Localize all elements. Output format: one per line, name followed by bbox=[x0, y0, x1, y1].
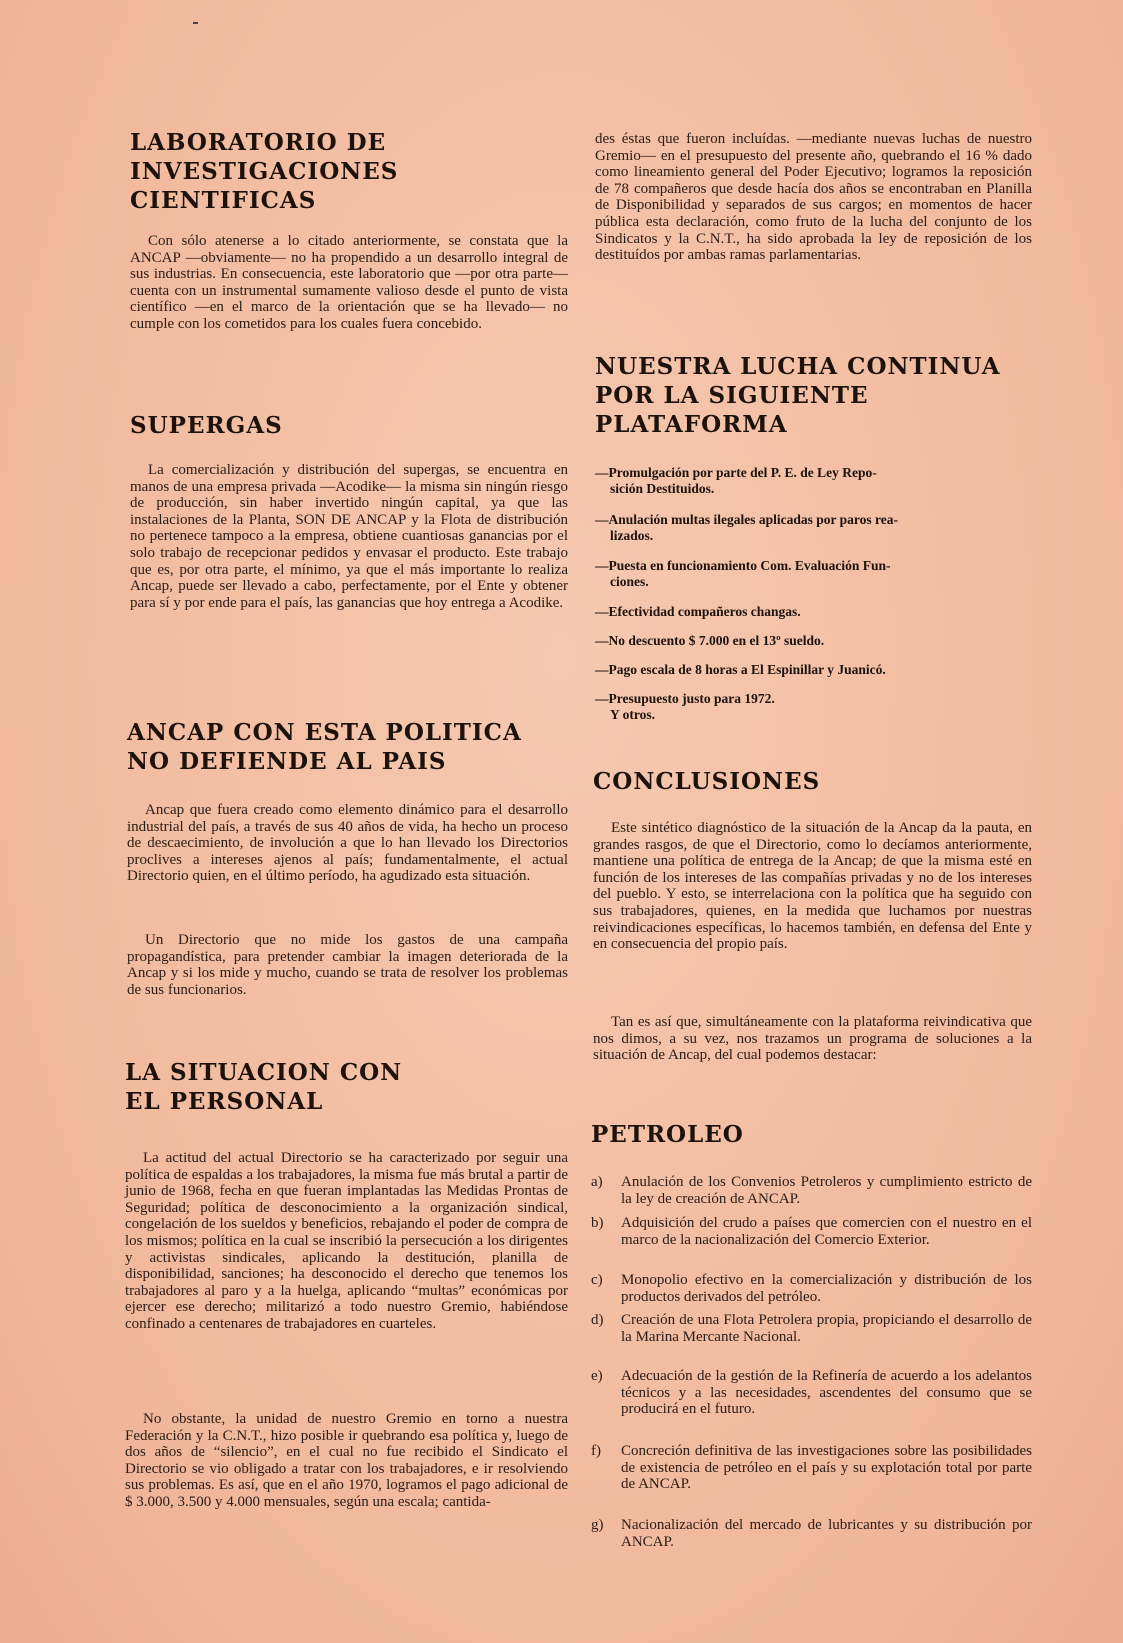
platform-item: —Presupuesto justo para 1972. Y otros. bbox=[595, 691, 775, 722]
paragraph-situacion-2: No obstante, la unidad de nuestro Gremio en torno a nuestra Federación y la C.N.T., hizo posible ir quebrando esa política y, luego de dos años de “silencio”, en el cual no fue recibido el Sindicato el Directorio se vio obligado a tratar con los trabajadores, e ir resolviendo sus problemas. Es así, que en el año 1970, logramos el pago adicional de $ 3.000, 3.500 y 4.000 mensuales, según una escala; cantida- bbox=[125, 1411, 568, 1510]
petroleo-item: a) Anulación de los Convenios Petroleros y cumplimiento estricto de la ley de creación de ANCAP. bbox=[591, 1174, 1032, 1207]
petroleo-item: f) Concreción definitiva de las investigaciones sobre las posibilidades de existencia de petróleo en el país y su explotación total por parte de ANCAP. bbox=[591, 1443, 1032, 1493]
paragraph-laboratorio: Con sólo atenerse a lo citado anteriormente, se constata que la ANCAP —obviamente— no ha propendido a un desarrollo integral de sus industrias. En consecuencia, este laboratorio que —por otra parte— cuenta con un instrumental sumamente valioso desde el punto de vista científico —en el marco de la orientación que se ha llevado— no cumple con los cometidos para los cuales fuera concebido. bbox=[130, 233, 568, 332]
paragraph-politica-2: Un Directorio que no mide los gastos de una campaña propagandística, para pretender cambiar la imagen deteriorada de la Ancap y si los mide y mucho, cuando se trata de resolver los problemas de sus funcionarios. bbox=[127, 932, 568, 998]
heading-situacion: LA SITUACION CON EL PERSONAL bbox=[125, 1059, 403, 1115]
petroleo-item: d) Creación de una Flota Petrolera propia, propiciando el desarrollo de la Marina Mercante Nacional. bbox=[591, 1312, 1032, 1345]
platform-item: —Efectividad compañeros changas. bbox=[595, 604, 801, 619]
paragraph-politica-1: Ancap que fuera creado como elemento dinámico para el desarrollo industrial del país, a través de sus 40 años de vida, ha hecho un proceso de descaecimiento, de involución a que lo han llevado los Directorios proclives a intereses ajenos al país; fundamentalmente, el actual Directorio quien, en el último período, ha agudizado esta situación. bbox=[127, 802, 568, 885]
paragraph-conclusiones-1: Este sintético diagnóstico de la situación de la Ancap da la pauta, en grandes rasgos, de que el Directorio, como lo decíamos anteriormente, mantiene una política de entrega de la Ancap; de que la misma esté en función de los intereses de las compañías privadas y no de los intereses del pueblo. Y esto, se interrelaciona con la política que ha seguido con sus trabajadores, quienes, en la medida que luchamos por nuestras reivindicaciones específicas, lo hacemos también, en defensa del Ente y en consecuencia del propio país. bbox=[593, 820, 1032, 953]
paragraph-continuation: des éstas que fueron incluídas. —mediante nuevas luchas de nuestro Gremio— en el presupuesto del presente año, quebrando el 16 % dado como lineamiento general del Poder Ejecutivo; logramos la reposición de 78 compañeros que desde hacía dos años se encontraban en Planilla de Disponibilidad y separados de sus cargos; en momentos de hacer pública esta declaración, como fruto de la lucha del conjunto de los Sindicatos y la C.N.T., ha sido aprobada la ley de reposición de los destituídos por ambas ramas parlamentarias. bbox=[595, 131, 1032, 264]
heading-plataforma: NUESTRA LUCHA CONTINUA POR LA SIGUIENTE PLATAFORMA bbox=[595, 353, 1001, 438]
paragraph-supergas: La comercialización y distribución del supergas, se encuentra en manos de una empresa privada —Acodike— la misma sin ningún riesgo de producción, sin haber invertido ningún capital, ya que las instalaciones de la Planta, SON DE ANCAP y la Flota de distribución no pertenece tampoco a la empresa, obtiene cuantiosas ganancias por el solo trabajo de recepcionar pedidos y envasar el producto. Este trabajo que es, por otra parte, el mínimo, ya que el más importante lo realiza Ancap, puede ser llevado a cabo, perfectamente, por el Ente y obtener para sí y por ende para el país, las ganancias que hoy entrega a Acodike. bbox=[130, 462, 568, 611]
paragraph-situacion-1: La actitud del actual Directorio se ha caracterizado por seguir una política de espaldas a los trabajadores, la misma fue más brutal a partir de junio de 1968, fecha en que fueran implantadas las Medidas Prontas de Seguridad; política de desconocimiento a la organización sindical, congelación de los sueldos y beneficios, rebajando el poder de compra de los mismos; política en la cual se inscribió la persecución a los dirigentes y activistas sindicales, aplicando la destitución, planilla de disponibilidad, sanciones; ha desconocido el derecho que tenemos los trabajadores al paro y a la huelga, aplicando “multas” económicas por ejercer ese derecho; militarizó a todo nuestro Gremio, habiéndose confinado a centenares de trabajadores en cuarteles. bbox=[125, 1150, 568, 1332]
platform-item: —Pago escala de 8 horas a El Espinillar y Juanicó. bbox=[595, 662, 886, 677]
platform-item: —Promulgación por parte del P. E. de Ley Repo- sición Destituidos. bbox=[595, 465, 877, 496]
printer-mark bbox=[193, 22, 198, 24]
heading-supergas: SUPERGAS bbox=[130, 412, 283, 439]
heading-laboratorio: LABORATORIO DE INVESTIGACIONES CIENTIFICAS bbox=[130, 129, 399, 214]
platform-item: —No descuento $ 7.000 en el 13º sueldo. bbox=[595, 633, 825, 648]
petroleo-item: b) Adquisición del crudo a países que comercien con el nuestro en el marco de la nacionalización del Comercio Exterior. bbox=[591, 1215, 1032, 1248]
petroleo-item: g) Nacionalización del mercado de lubricantes y su distribución por ANCAP. bbox=[591, 1517, 1032, 1550]
platform-item: —Puesta en funcionamiento Com. Evaluación Fun- ciones. bbox=[595, 558, 891, 589]
heading-petroleo: PETROLEO bbox=[591, 1121, 744, 1148]
petroleo-item: c) Monopolio efectivo en la comercialización y distribución de los productos derivados del petróleo. bbox=[591, 1272, 1032, 1305]
heading-conclusiones: CONCLUSIONES bbox=[593, 768, 821, 795]
paragraph-conclusiones-2: Tan es así que, simultáneamente con la plataforma reivindicativa que nos dimos, a su vez, nos trazamos un programa de soluciones a la situación de Ancap, del cual podemos destacar: bbox=[593, 1014, 1032, 1064]
platform-item: —Anulación multas ilegales aplicadas por paros rea- lizados. bbox=[595, 512, 899, 543]
petroleo-item: e) Adecuación de la gestión de la Refinería de acuerdo a los adelantos técnicos y a las necesidades, ascendentes del consumo que se producirá en el futuro. bbox=[591, 1368, 1032, 1418]
heading-politica: ANCAP CON ESTA POLITICA NO DEFIENDE AL PAIS bbox=[127, 719, 522, 775]
